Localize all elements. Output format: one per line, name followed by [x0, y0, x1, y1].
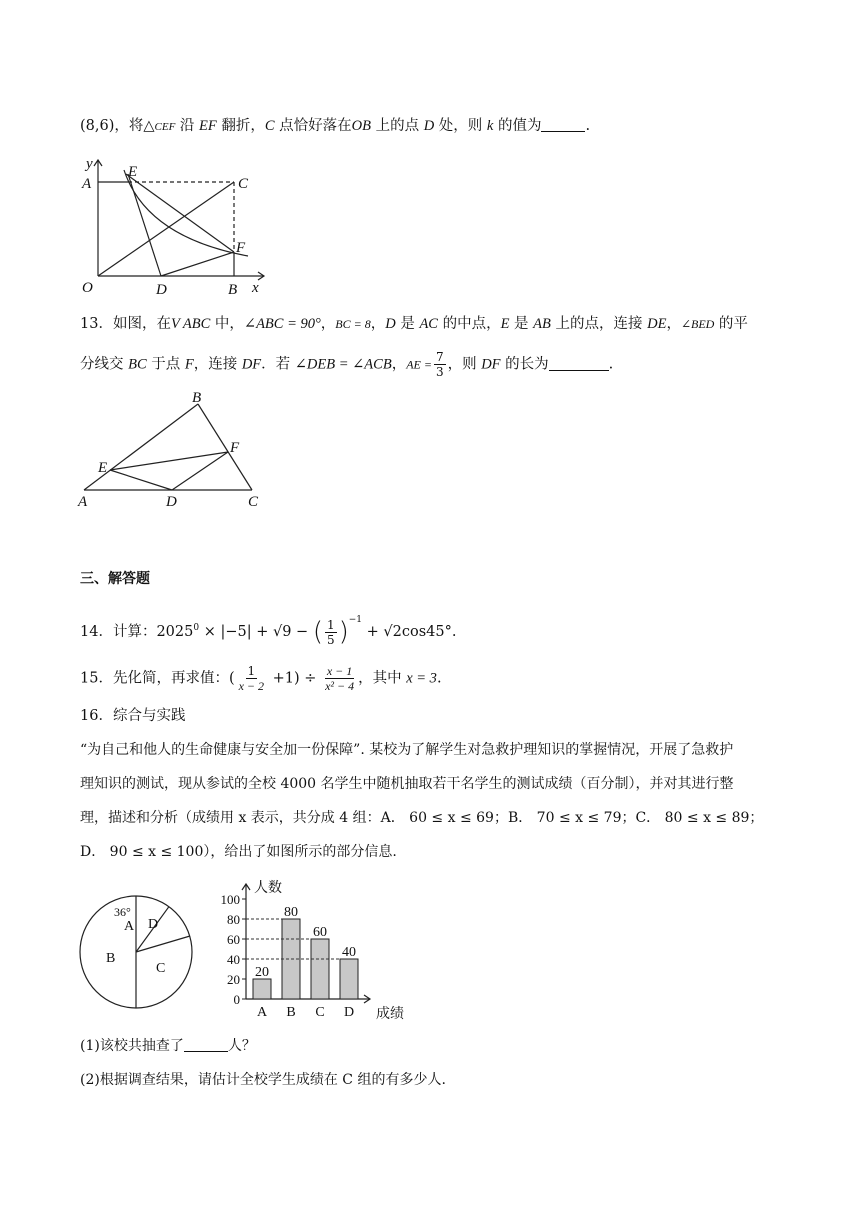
label-y: y	[86, 156, 93, 172]
q13-l1-a: 如图，在	[112, 316, 171, 332]
q16-number: 16．	[80, 708, 113, 724]
paren-right: )	[338, 617, 349, 647]
seg-ab: AB	[533, 316, 551, 332]
seg-ob: OB	[351, 118, 371, 134]
q13-l1-i: ，	[666, 316, 681, 332]
q12-end: .	[585, 118, 591, 134]
label-b: B	[192, 390, 202, 406]
y-tick-label: 60	[227, 932, 240, 947]
pie-chart	[78, 892, 198, 1012]
q12-text-c: 翻折，	[216, 118, 265, 134]
point-d: D	[423, 118, 435, 134]
q13-l1-g: 是	[509, 316, 534, 332]
figure-coordinate-diagram	[76, 152, 276, 302]
pie-angle-label: 36°	[114, 905, 131, 919]
tri-abc: V ABC	[170, 316, 211, 332]
fraction-x-1	[323, 664, 356, 693]
label-e: E	[98, 460, 108, 476]
label-d: D	[156, 282, 167, 298]
pie-label-b: B	[106, 951, 116, 966]
bar-value-label: 60	[313, 925, 327, 940]
expr-middle: × |−5| + √9 −	[199, 624, 313, 640]
coord-text: (8,6)	[80, 118, 115, 134]
q15-line	[80, 664, 442, 693]
y-tick-label: 40	[227, 952, 240, 967]
frac-num: 7	[435, 350, 444, 364]
y-axis-label: 人数	[254, 881, 282, 896]
q12-text-e: 上的点	[370, 118, 424, 134]
sub1-text: (1)该校共抽查了	[80, 1038, 184, 1054]
q16-paragraph-4: D． 90 ≤ x ≤ 100），给出了如图所示的部分信息.	[80, 844, 397, 860]
category-label: B	[286, 1005, 296, 1020]
q12-text-a: ，将△	[114, 118, 155, 134]
ae-eq: AE =	[406, 357, 432, 372]
exp-neg1: −1	[348, 615, 363, 625]
seg-bc: BC	[128, 356, 147, 373]
q13-l2-c: ，连接	[193, 356, 242, 373]
bar-chart	[218, 876, 418, 1026]
y-tick-label: 0	[233, 992, 240, 1007]
bc-eq: BC = 8	[335, 317, 371, 331]
q12-text-f: 处，则	[434, 118, 487, 134]
q15-condition: x = 3	[406, 670, 437, 687]
q16-paragraph-3: 理，描述和分析（成绩用 x 表示，共分成 4 组：A． 60 ≤ x ≤ 69；B． 70 ≤ x ≤ 79；C． 80 ≤ x ≤ 89；	[80, 810, 764, 826]
q13-l1-b: 中，	[210, 316, 244, 332]
frac-den: x² − 4	[325, 679, 355, 693]
x-axis-label: 成绩	[376, 1007, 404, 1022]
q13-l2-b: 于点	[146, 356, 185, 373]
category-label: C	[315, 1005, 325, 1020]
fraction-7-3	[434, 350, 446, 379]
q13-l1-c: ，	[320, 316, 336, 332]
frac-den: 3	[435, 365, 444, 379]
q13-l1-d: ，	[370, 316, 386, 332]
pie-label-c: C	[156, 961, 166, 976]
q14-line	[80, 610, 456, 647]
answer-blank[interactable]	[184, 1037, 228, 1052]
answer-blank[interactable]	[549, 356, 609, 371]
label-b: B	[228, 282, 238, 298]
category-label: A	[256, 1005, 268, 1020]
q12-text-b: 沿	[175, 118, 200, 134]
q13-l2-d: ．若	[261, 356, 295, 373]
angle-abc: ∠ABC = 90°	[243, 316, 321, 332]
q13-l2-e: ，	[391, 356, 407, 373]
tri-cef: CEF	[154, 121, 176, 133]
q15-end: .	[436, 670, 442, 687]
seg-ac: AC	[419, 316, 438, 332]
q13-l1-e: 是	[395, 316, 420, 332]
section-title: 三、解答题	[80, 571, 150, 587]
q13-line2	[80, 350, 613, 379]
frac-den: 5	[326, 632, 335, 647]
q16-title-line	[80, 706, 185, 726]
bar-value-label: 80	[284, 905, 298, 920]
frac-num: 1	[247, 664, 256, 678]
q14-number: 14．	[80, 624, 113, 640]
frac-den: x − 2	[238, 679, 265, 693]
pie-label-a: A	[124, 919, 135, 934]
sub1-tail: 人？	[227, 1038, 256, 1054]
bar-c	[311, 939, 329, 999]
figure-triangle	[70, 390, 280, 515]
seg-df: DF	[241, 356, 262, 373]
q15-text: 先化简，再求值：(	[112, 670, 235, 687]
pie-label-d: D	[148, 917, 159, 932]
label-f: F	[230, 440, 240, 456]
q16-sub1	[80, 1036, 256, 1056]
plus-one: +1) ÷	[268, 670, 322, 687]
category-label: D	[343, 1005, 355, 1020]
q16-title: 综合与实践	[112, 708, 186, 724]
answer-blank[interactable]	[541, 117, 585, 132]
q16-paragraph-2: 理知识的测试，现从参试的全校 4000 名学生中随机抽取若干名学生的测试成绩（百分制），并对其进行整	[80, 776, 734, 792]
y-tick-label: 20	[227, 972, 240, 987]
label-a: A	[78, 494, 88, 510]
q15-tail: ，其中	[358, 670, 407, 687]
q13-l1-f: 的中点，	[437, 316, 501, 332]
seg-ef: EF	[199, 118, 217, 134]
point-c: C	[264, 118, 275, 134]
point-e: E	[500, 316, 510, 332]
q12-text-d: 点恰好落在	[274, 118, 352, 134]
y-tick-label: 100	[220, 892, 240, 907]
bar-d	[340, 959, 358, 999]
q16-sub2: (2)根据调查结果，请估计全校学生成绩在 C 组的有多少人.	[80, 1072, 446, 1088]
q12-text	[80, 116, 590, 137]
label-c: C	[238, 176, 249, 192]
label-d: D	[166, 494, 177, 510]
q12-text-g: 的值为	[493, 118, 542, 134]
q13-l1-j: 的平	[714, 316, 748, 332]
q13-end: .	[608, 356, 614, 373]
q13-l2-g: 的长为	[500, 356, 549, 373]
label-c: C	[248, 494, 259, 510]
q13-l2-f: ，则	[447, 356, 482, 373]
expr-end: + √2cos45°	[362, 624, 452, 640]
q13-line1	[80, 314, 748, 334]
point-f: F	[184, 356, 194, 373]
bar-value-label: 20	[255, 965, 269, 980]
q15-number: 15．	[80, 670, 113, 687]
seg-df-2: DF	[481, 356, 501, 373]
angle-bed: ∠BED	[680, 317, 715, 331]
point-d: D	[385, 316, 396, 332]
label-f: F	[236, 240, 246, 256]
q13-l1-h: 上的点，连接	[550, 316, 648, 332]
fraction-1-x-2	[237, 664, 266, 693]
q13-l2-a: 分线交	[80, 356, 129, 373]
q16-paragraph-1: “为自己和他人的生命健康与安全加一份保障”. 某校为了解学生对急救护理知识的掌握情况，开展了急救护	[80, 742, 734, 758]
y-tick-label: 80	[227, 912, 240, 927]
paren-left: (	[312, 617, 323, 647]
label-x: x	[252, 280, 259, 296]
bar-value-label: 40	[342, 945, 356, 960]
expr-2025: 2025	[156, 624, 194, 640]
label-o: O	[82, 280, 93, 296]
q14-text: 计算：	[112, 624, 157, 640]
fraction-1-5	[325, 618, 337, 647]
angle-eq: ∠DEB = ∠ACB	[294, 356, 392, 373]
label-e: E	[128, 164, 138, 180]
var-k: k	[486, 118, 494, 134]
seg-de: DE	[647, 316, 667, 332]
q14-end: .	[451, 624, 457, 640]
frac-num: 1	[326, 617, 335, 632]
exp-0: 0	[193, 623, 200, 634]
frac-num: x − 1	[326, 664, 353, 678]
label-a: A	[82, 176, 92, 192]
q13-number: 13．	[80, 316, 113, 332]
bar-a	[253, 979, 271, 999]
